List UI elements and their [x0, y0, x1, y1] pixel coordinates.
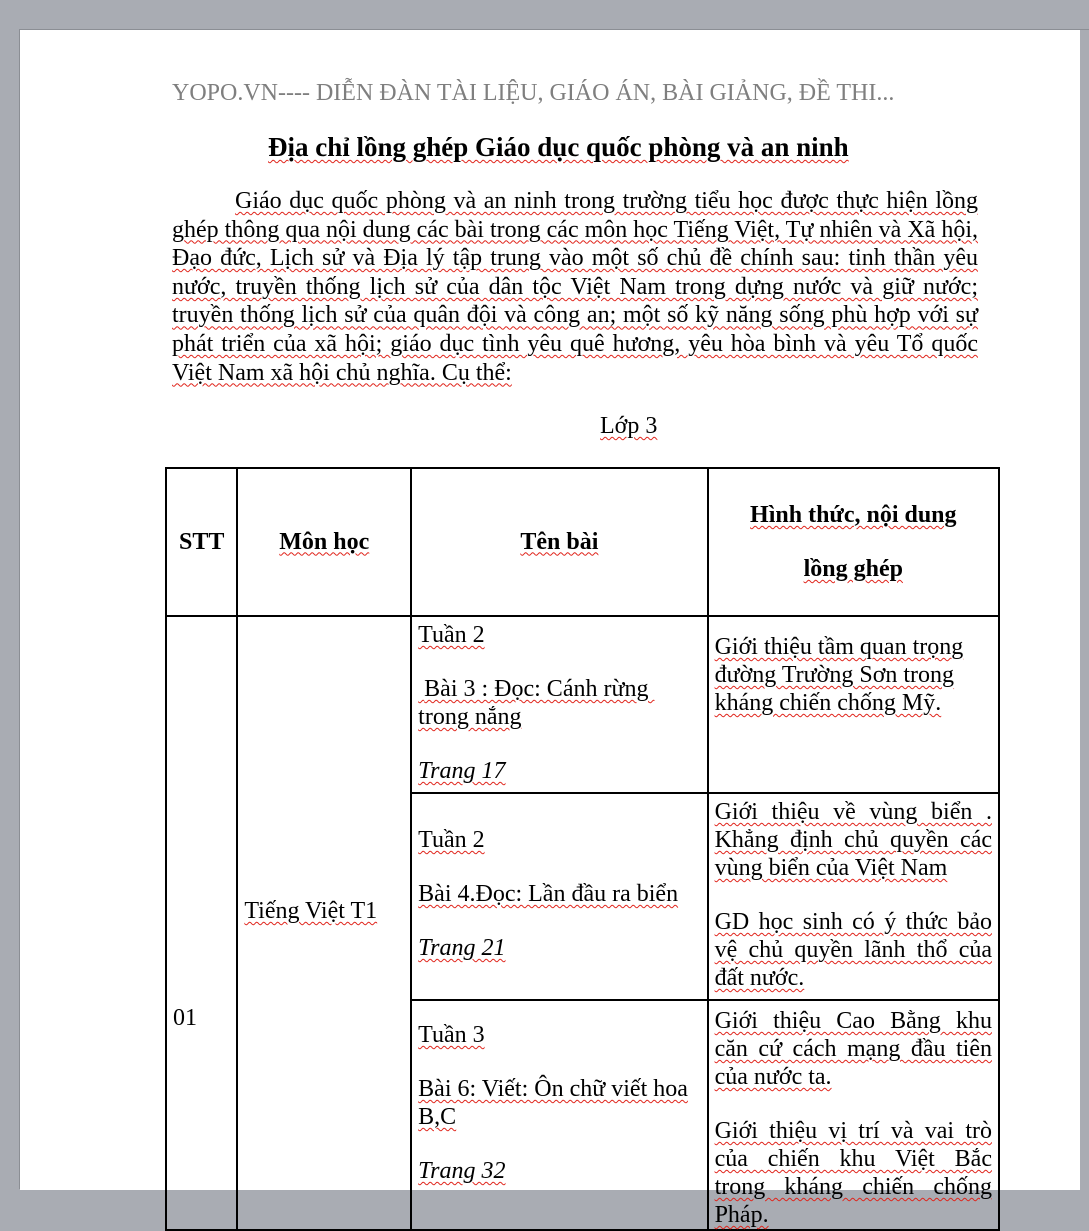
- lesson-page: Trang 17: [418, 758, 506, 784]
- class-label: Lớp 3: [600, 413, 658, 439]
- header-subject: Môn học: [237, 468, 411, 616]
- cell-lesson: [411, 1000, 707, 1230]
- window-top-margin: [0, 0, 1085, 30]
- header-lesson: Tên bài: [411, 468, 707, 616]
- cell-content: [708, 793, 999, 1000]
- lesson-table: [165, 467, 1000, 1231]
- lesson-title: Bài 3 : Đọc: Cánh rừng trong nắng: [418, 676, 655, 730]
- window-left-margin: [0, 0, 20, 1182]
- page-header: YOPO.VN---- DIỄN ĐÀN TÀI LIỆU, GIÁO ÁN, BÀI GIẢNG, ĐỀ THI...: [172, 80, 895, 106]
- content-text: Giới thiệu Cao Bằng khu căn cứ cách mạng đầu tiên của nước ta.: [714, 1008, 992, 1090]
- table-header-row: [166, 468, 999, 616]
- cell-content: [708, 616, 999, 793]
- lesson-week: Tuần 2: [418, 622, 485, 648]
- cell-lesson: [411, 793, 707, 1000]
- intro-paragraph: Giáo dục quốc phòng và an ninh trong trường tiểu học được thực hiện lồng ghép thông qua nội dung các bài trong các môn học Tiếng Việt, Tự nhiên và Xã hội, Đạo đức, Lịch sử và Địa lý tập trung vào một số chủ đề chính sau: tinh thần yêu nước, truyền thống lịch sử của dân tộc Việt Nam trong dựng nước và giữ nước; truyền thống lịch sử của quân đội và công an; một số kỹ năng sống phù hợp với sự phát triển của xã hội; giáo dục tình yêu quê hương, yêu hòa bình và yêu Tổ quốc Việt Nam xã hội chủ nghĩa. Cụ thể:: [172, 188, 978, 386]
- cell-lesson: [411, 616, 707, 793]
- document-title: Địa chỉ lồng ghép Giáo dục quốc phòng và an ninh: [268, 132, 849, 162]
- header-form-line2: lồng ghép: [803, 556, 903, 582]
- header-stt: STT: [166, 468, 237, 616]
- table-row: [166, 616, 999, 793]
- lesson-page: Trang 32: [418, 1158, 506, 1184]
- lesson-title: Bài 6: Viết: Ôn chữ viết hoa B,C: [418, 1076, 688, 1130]
- header-form-line1: Hình thức, nội dung: [750, 502, 957, 528]
- content-text: Giới thiệu vị trí và vai trò của chiến khu Việt Bắc trong kháng chiến chống Pháp.: [714, 1118, 992, 1228]
- content-text: Giới thiệu về vùng biển . Khẳng định chủ quyền các vùng biển của Việt Nam: [714, 799, 992, 881]
- cell-subject: Tiếng Việt T1: [237, 616, 411, 1230]
- lesson-title: Bài 4.Đọc: Lần đầu ra biển: [418, 881, 679, 907]
- lesson-page: Trang 21: [418, 935, 506, 961]
- header-form: [708, 468, 999, 616]
- lesson-week: Tuần 2: [418, 827, 485, 853]
- document-page[interactable]: [20, 30, 1080, 1228]
- cell-stt: 01: [166, 616, 237, 1230]
- cell-content: [708, 1000, 999, 1230]
- content-text: Giới thiệu tầm quan trọng đường Trường Sơn trong kháng chiến chống Mỹ.: [714, 634, 964, 716]
- lesson-week: Tuần 3: [418, 1022, 485, 1048]
- content-text: GD học sinh có ý thức bảo vệ chủ quyền lãnh thổ của đất nước.: [714, 909, 992, 991]
